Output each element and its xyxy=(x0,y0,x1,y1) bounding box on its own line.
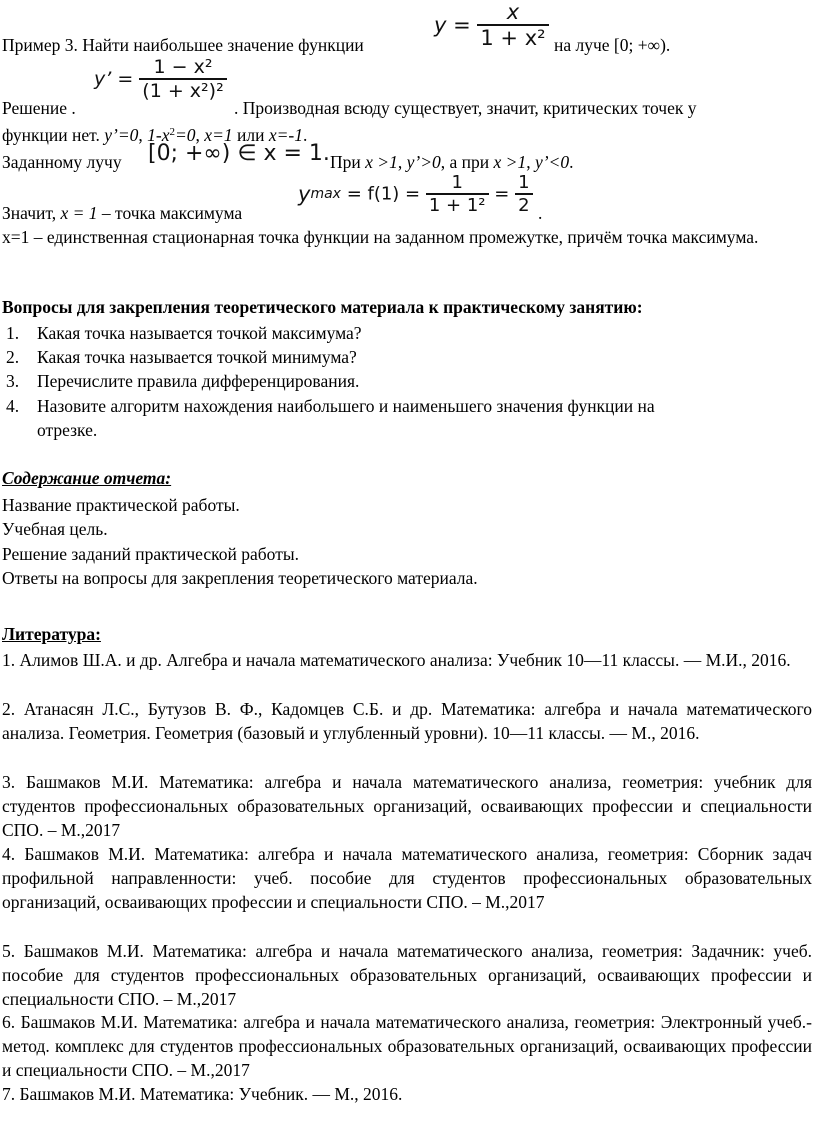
literature-item: 6. Башмаков М.И. Математика: алгебра и начала математического анализа, геометрия: Электронный учеб.- метод. комплекс для студентов профессиональных образовательных организаций, осваивающих профессии и специальности СПО. – М.,2017 xyxy=(2,1012,812,1081)
formula-numerator: x xyxy=(506,0,520,24)
example-suffix: на луче [0; +∞). xyxy=(554,35,671,55)
literature-item: 5. Башмаков М.И. Математика: алгебра и начала математического анализа, геометрия: Задачник: учеб. пособие для студентов профессиональных образовательных организаций, осваивающих профессии и специальности СПО. – М.,2017 xyxy=(2,941,812,1010)
function-formula xyxy=(434,0,549,50)
derivative-lhs: y’ = xyxy=(94,68,134,90)
ymax-formula: ymax = f(1) = $\frac{1}{\text{1 + 1²}}$ = $\frac{1}{2}$ xyxy=(298,172,533,216)
conclusion-paragraph: x=1 – единственная стационарная точка функции на заданном промежутке, причём точка максимума. xyxy=(2,227,759,247)
formula-denominator: 1 + x² xyxy=(480,26,546,50)
example-line xyxy=(2,34,364,56)
solution-line xyxy=(2,97,76,119)
questions-heading: Вопросы для закрепления теоретического материала к практическому занятию: xyxy=(2,297,643,317)
solution-text: . Производная всюду существует, значит, критических точек у xyxy=(234,98,697,118)
report-item: Название практической работы. xyxy=(2,495,240,515)
literature-item: 1. Алимов Ш.А. и др. Алгебра и начала математического анализа: Учебник 10—11 классы. — М.И., 2016. xyxy=(2,650,791,670)
literature-item: 3. Башмаков М.И. Математика: алгебра и начала математического анализа, геометрия: учебник для студентов профессиональных образовательных организаций, осваивающих профессии и специальности СПО. – М.,2017 xyxy=(2,772,812,841)
literature-item: 4. Башмаков М.И. Математика: алгебра и начала математического анализа, геометрия: Сборник задач профильной направленности: учеб. пособие для студентов профессиональных образовательных организаций, осваивающих профессии и специальности СПО. – М.,2017 xyxy=(2,844,812,913)
derivative-numerator: 1 − x² xyxy=(153,56,213,78)
interval-condition: При x >1, y’>0, а при x >1, y’<0. xyxy=(330,152,574,172)
conclusion-line: Значит, x = 1 – точка максимума xyxy=(2,203,243,223)
derivative-denominator: (1 + x²)² xyxy=(142,80,224,102)
solution-line-2: функции нет. y’=0, $1-x^2=0$, x=1 или x=-1. xyxy=(2,125,308,145)
literature-item: 2. Атанасян Л.С., Бутузов В. Ф., Кадомцев С.Б. и др. Математика: алгебра и начала математического анализа. Геометрия. Геометрия (базовый и углубленный уровни). 10—11 классы. — М., 2016. xyxy=(2,699,812,744)
formula-lhs: y = xyxy=(434,13,471,37)
solution-label: Решение . xyxy=(2,98,76,118)
report-item: Учебная цель. xyxy=(2,519,108,539)
interval-formula: [0; +∞) ∈ x = 1. xyxy=(148,141,330,166)
derivative-formula xyxy=(94,56,227,102)
report-item: Ответы на вопросы для закрепления теоретического материала. xyxy=(2,568,478,588)
literature-item: 7. Башмаков М.И. Математика: Учебник. — М., 2016. xyxy=(2,1084,403,1104)
interval-prefix: Заданному лучу xyxy=(2,152,122,172)
report-heading: Содержание отчета: xyxy=(2,468,172,488)
report-item: Решение заданий практической работы. xyxy=(2,544,299,564)
example-prefix: Пример 3. Найти наибольшее значение функции xyxy=(2,35,364,55)
literature-heading: Литература: xyxy=(2,624,101,644)
